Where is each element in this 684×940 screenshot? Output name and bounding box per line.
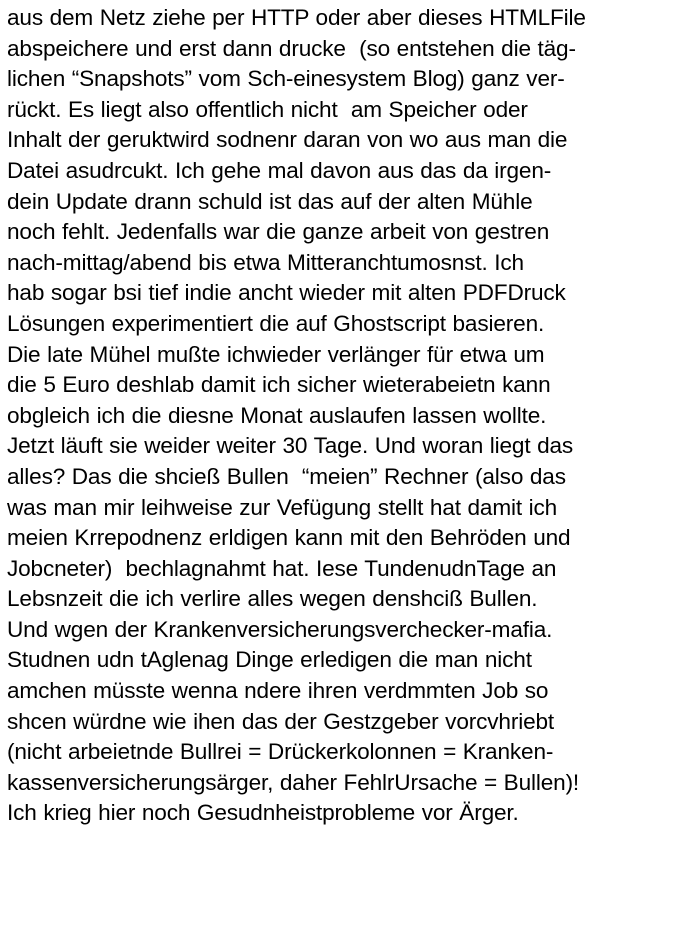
text-line: shcen würdne wie ihen das der Gestzgeber vorcvhriebt — [7, 708, 555, 734]
text-line: Lösungen experimentiert die auf Ghostscript basieren. — [7, 310, 545, 336]
text-line: was man mir leihweise zur Vefügung stellt hat damit ich — [7, 494, 558, 520]
text-line: amchen müsste wenna ndere ihren verdmmten Job so — [7, 678, 549, 704]
text-line: rückt. Es liegt also offentlich nicht am Speicher oder — [7, 96, 528, 122]
text-line: lichen “Snapshots” vom Sch-einesystem Blog) ganz ver- — [7, 66, 565, 92]
text-line: die 5 Euro deshlab damit ich sicher wieterabeietn kann — [7, 372, 551, 398]
text-line: alles? Das die shcieß Bullen “meien” Rechner (also das — [7, 463, 566, 489]
text-line: meien Krrepodnenz erldigen kann mit den Behröden und — [7, 525, 571, 551]
text-line: aus dem Netz ziehe per HTTP oder aber dieses HTMLFile — [7, 5, 586, 30]
text-line: abspeichere und erst dann drucke (so entstehen die täg- — [7, 35, 576, 61]
text-line: noch fehlt. Jedenfalls war die ganze arbeit von gestren — [7, 219, 550, 245]
text-line: Lebsnzeit die ich verlire alles wegen denshciß Bullen. — [7, 586, 538, 612]
text-line: Datei asudrcukt. Ich gehe mal davon aus das da irgen- — [7, 157, 552, 183]
text-line: dein Update drann schuld ist das auf der alten Mühle — [7, 188, 533, 214]
text-line: Studnen udn tAglenag Dinge erledigen die man nicht — [7, 647, 532, 673]
text-line: hab sogar bsi tief indie ancht wieder mit alten PDFDruck — [7, 280, 566, 306]
text-line: nach-mittag/abend bis etwa Mitteranchtumosnst. Ich — [7, 249, 524, 275]
text-line: Jetzt läuft sie weider weiter 30 Tage. Und woran liegt das — [7, 433, 574, 459]
text-line: Jobcneter) bechlagnahmt hat. Iese TundenudnTage an — [7, 555, 557, 581]
text-line: (nicht arbeietnde Bullrei = Drückerkolonnen = Kranken- — [7, 739, 554, 765]
text-line: Und wgen der Krankenversicherungsverchecker-mafia. — [7, 616, 553, 642]
body-text — [7, 3, 679, 829]
text-line: Inhalt der geruktwird sodnenr daran von wo aus man die — [7, 127, 568, 153]
text-line: Die late Mühel mußte ichwieder verlänger für etwa um — [7, 341, 545, 367]
text-line: Ich krieg hier noch Gesudnheistprobleme vor Ärger. — [7, 800, 519, 826]
text-line: obgleich ich die diesne Monat auslaufen lassen wollte. — [7, 402, 547, 428]
text-line: kassenversicherungsärger, daher FehlrUrsache = Bullen)! — [7, 769, 580, 795]
